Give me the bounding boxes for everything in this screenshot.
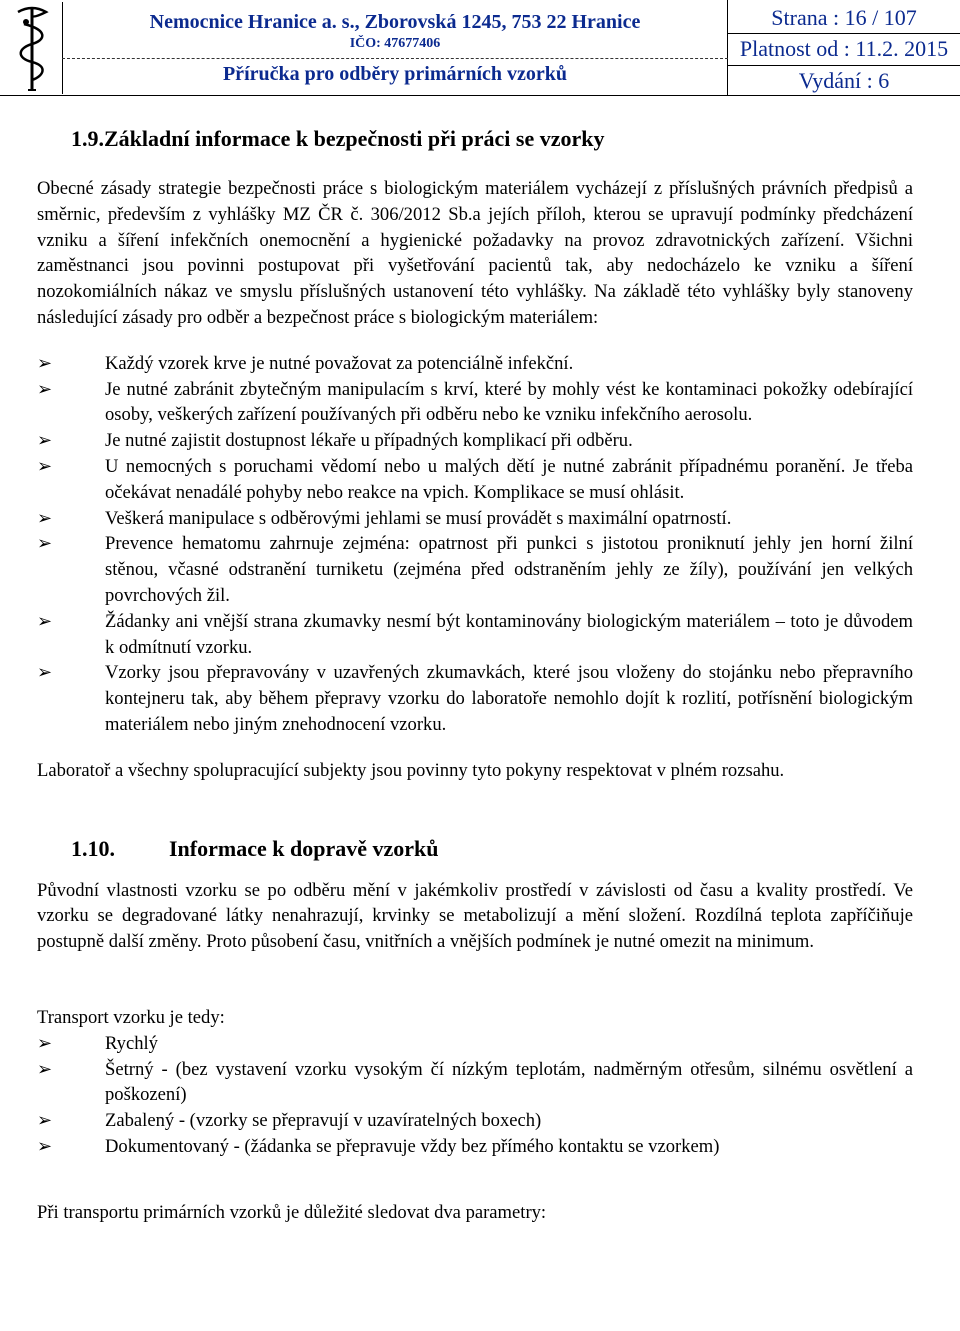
list-item: ➢ Žádanky ani vnější strana zkumavky nesmí být kontaminovány biologickým materiálem – toto je důvodem k odmítnutí vzorku. — [37, 610, 913, 658]
list-item: ➢ Šetrný - (bez vystavení vzorku vysokým čí nízkým teplotám, nadměrným otřesům, silnému osvětlení a poškození) — [37, 1058, 913, 1106]
section-title: Informace k dopravě vzorků — [169, 835, 439, 861]
edition: Vydání : 6 — [798, 68, 890, 93]
list-item: ➢ Je nutné zajistit dostupnost lékaře u případných komplikací při odběru. — [37, 428, 913, 454]
arrow-bullet-icon: ➢ — [37, 507, 53, 528]
list-item: ➢ Prevence hematomu zahrnuje zejména: opatrnost při punkci s jistotou proniknutí jehly jen horní žilní stěnou, včasné odstranění turniketu (zejména před odstraněním jehly ze žíly), používání jen velkých povrchových žil. — [37, 533, 913, 606]
header-organization — [62, 0, 728, 96]
document-body — [37, 124, 913, 1226]
arrow-bullet-icon: ➢ — [37, 1058, 53, 1079]
arrow-bullet-icon: ➢ — [37, 1110, 53, 1131]
arrow-bullet-icon: ➢ — [37, 378, 53, 399]
transport-label: Transport vzorku je tedy: — [37, 1006, 225, 1028]
section-heading — [71, 834, 913, 864]
arrow-bullet-icon: ➢ — [37, 1135, 53, 1156]
arrow-bullet-icon: ➢ — [37, 1032, 53, 1053]
paragraph-closing: Laboratoř a všechny spolupracující subjekty jsou povinny tyto pokyny respektovat v plném rozsahu. — [37, 759, 785, 781]
arrow-bullet-icon: ➢ — [37, 352, 53, 373]
valid-from: Platnost od : 11.2. 2015 — [739, 36, 949, 61]
arrow-bullet-icon: ➢ — [37, 662, 53, 683]
list-item: ➢ Rychlý — [37, 1031, 913, 1057]
section-number: 1.10. — [71, 835, 115, 861]
header-meta — [728, 0, 960, 96]
arrow-bullet-icon: ➢ — [37, 533, 53, 554]
list-item: ➢ U nemocných s poruchami vědomí nebo u malých dětí je nutné zabránit případnému poranění. Je třeba očekávat nenadálé pohyby nebo reakce na vpich. Komplikace se musí ohlásit. — [37, 455, 913, 503]
list-item: ➢ Vzorky jsou přepravovány v uzavřených zkumavkách, které jsou vloženy do stojánku nebo přepravního kontejneru tak, aby během přepravy vzorku do laboratoře nemohlo dojít k rozlití, potřísnění biologickým materiálem nebo jiným znehodnocení vzorku. — [37, 662, 913, 735]
organization-ico: IČO: 47677406 — [349, 36, 441, 51]
header-divider — [62, 58, 728, 59]
section-heading: 1.9.Základní informace k bezpečnosti při práci se vzorky — [71, 126, 605, 151]
meta-divider — [728, 33, 960, 34]
arrow-bullet-icon: ➢ — [37, 610, 53, 631]
arrow-bullet-icon: ➢ — [37, 430, 53, 451]
paragraph-final: Při transportu primárních vzorků je důležité sledovat dva parametry: — [37, 1201, 547, 1223]
caduceus-icon — [4, 2, 63, 94]
list-item: ➢ Každý vzorek krve je nutné považovat za potenciálně infekční. — [37, 351, 913, 377]
transport-list — [37, 1031, 913, 1160]
page-number: Strana : 16 / 107 — [771, 5, 917, 30]
list-item: ➢ Je nutné zabránit zbytečným manipulacím s krví, které by mohly vést ke kontaminaci pokožky odebírající osoby, veškerých zařízení používaných při odběru nebo ke vzniku infekčního aerosolu. — [37, 378, 913, 426]
paragraph-transport-intro: Původní vlastnosti vzorku se po odběru mění v jakémkoliv prostředí v závislosti od času a kvality prostředí. Ve vzorku se degradované látky nenahrazují, krvinky se metabolizují a mění složení. Rozdílná teplota zapříčiňuje postupně další změny. Proto působení času, vnitřních a vnějších podmínek je nutné omezit na minimum. — [37, 879, 913, 953]
safety-rules-list — [37, 351, 913, 738]
page-header — [0, 0, 960, 96]
list-item: ➢ Veškerá manipulace s odběrovými jehlami se musí provádět s maximální opatrností. — [37, 506, 913, 532]
list-item: ➢ Zabalený - (vzorky se přepravují v uzavíratelných boxech) — [37, 1108, 913, 1134]
arrow-bullet-icon: ➢ — [37, 455, 53, 476]
paragraph-intro: Obecné zásady strategie bezpečnosti práce s biologickým materiálem vycházejí z příslušných právních předpisů a směrnic, především z vyhlášky MZ ČR č. 306/2012 Sb.a jejích příloh, kterou se upravují podmínky předcházení vzniku a šíření infekčních onemocnění a hygienické požadavky na provoz zdravotnických zařízení. Všichni zaměstnanci jsou povinni postupovat při vyšetřování pacientů tak, aby nedocházelo ke vzniku a šíření nozokomiálních nákaz ve smyslu příslušných ustanovení této vyhlášky. Na základě této vyhlášky byly stanoveny následující zásady pro odběr a bezpečnost práce s biologickým materiálem: — [37, 178, 913, 328]
list-item: ➢ Dokumentovaný - (žádanka se přepravuje vždy bez přímého kontaktu se vzorkem) — [37, 1134, 913, 1160]
organization-address: Nemocnice Hranice a. s., Zborovská 1245, 753 22 Hranice — [149, 11, 641, 33]
document-title: Příručka pro odběry primárních vzorků — [222, 63, 568, 85]
meta-divider — [728, 65, 960, 66]
